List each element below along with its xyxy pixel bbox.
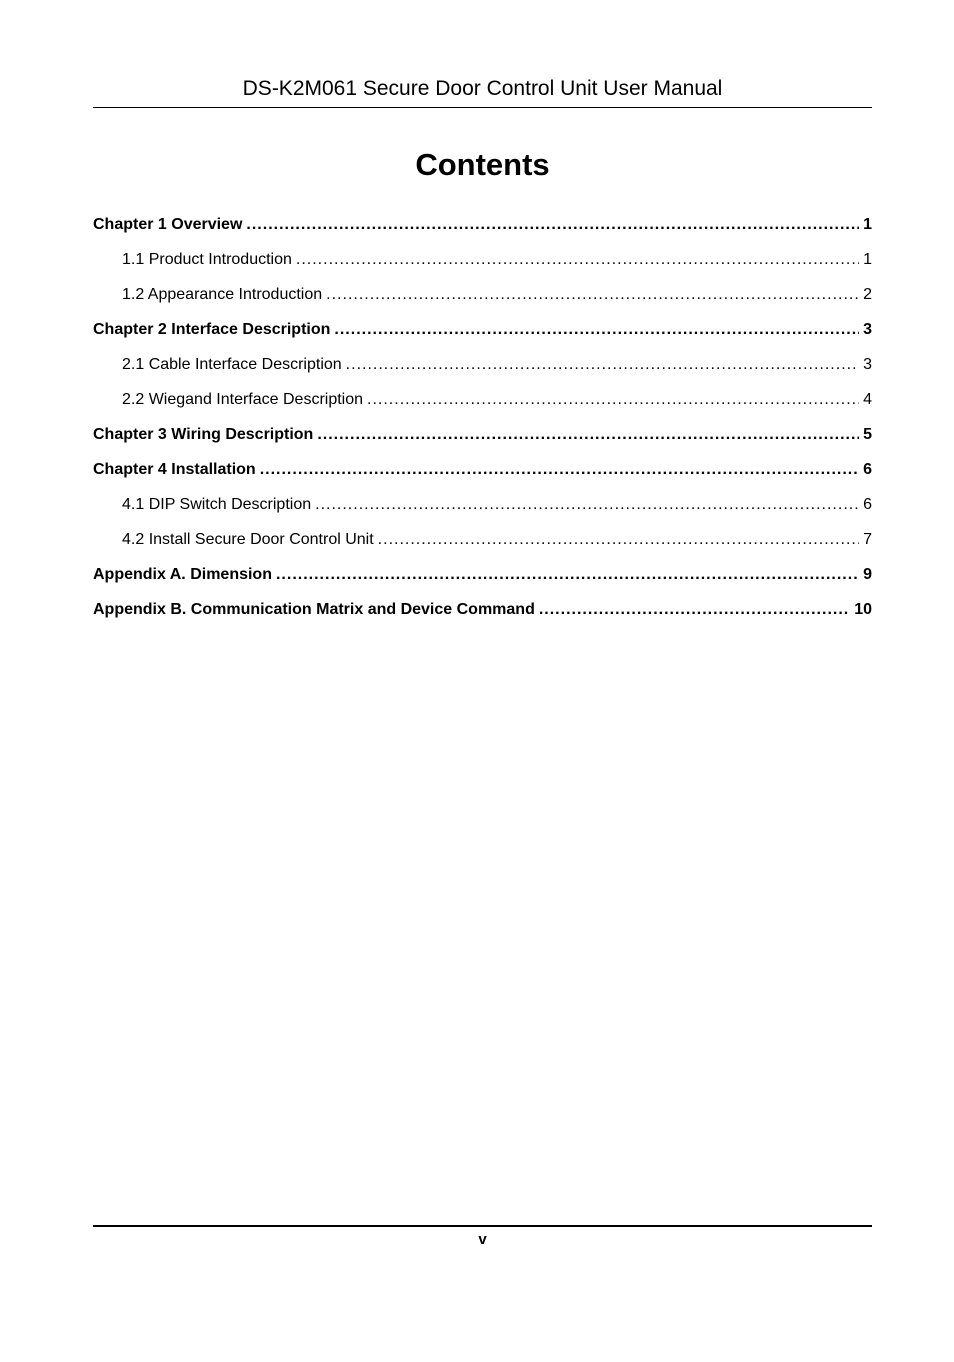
toc-entry-page: 10 <box>854 601 872 618</box>
toc-entry-page: 6 <box>863 461 872 478</box>
toc-entry-label: Chapter 4 Installation <box>93 461 256 478</box>
toc-entry-label: Chapter 1 Overview <box>93 216 243 233</box>
toc-dot-leader <box>315 487 859 522</box>
toc-entry-page: 1 <box>863 251 872 268</box>
table-of-contents <box>93 207 872 627</box>
toc-entry-2-2[interactable] <box>93 382 872 417</box>
toc-entry-label: Chapter 2 Interface Description <box>93 321 331 338</box>
toc-entry-page: 3 <box>863 356 872 373</box>
toc-dot-leader <box>378 522 859 557</box>
toc-entry-page: 3 <box>863 321 872 338</box>
toc-dot-leader <box>334 312 859 347</box>
page-header <box>93 74 872 108</box>
toc-dot-leader <box>317 417 859 452</box>
toc-entry-appendix-a[interactable] <box>93 557 872 592</box>
toc-dot-leader <box>246 207 859 242</box>
contents-title: Contents <box>415 147 550 182</box>
toc-entry-page: 4 <box>863 391 872 408</box>
toc-entry-label: 4.1 DIP Switch Description <box>122 496 312 513</box>
toc-entry-label: Appendix A. Dimension <box>93 566 272 583</box>
toc-dot-leader <box>346 347 859 382</box>
toc-dot-leader <box>539 592 850 627</box>
toc-entry-2-1[interactable] <box>93 347 872 382</box>
toc-entry-page: 2 <box>863 286 872 303</box>
toc-dot-leader <box>296 242 859 277</box>
toc-entry-label: 1.1 Product Introduction <box>122 251 292 268</box>
toc-entry-label: 2.1 Cable Interface Description <box>122 356 342 373</box>
manual-title: DS-K2M061 Secure Door Control Unit User Manual <box>242 77 723 100</box>
toc-entry-1-2[interactable] <box>93 277 872 312</box>
toc-entry-page: 5 <box>863 426 872 443</box>
toc-entry-appendix-b[interactable] <box>93 592 872 627</box>
toc-dot-leader <box>260 452 859 487</box>
toc-entry-label: Chapter 3 Wiring Description <box>93 426 314 443</box>
toc-entry-4-2[interactable] <box>93 522 872 557</box>
toc-dot-leader <box>326 277 859 312</box>
toc-entry-chapter-1[interactable] <box>93 207 872 242</box>
page-footer <box>93 1225 872 1253</box>
toc-entry-page: 1 <box>863 216 872 233</box>
toc-entry-label: 1.2 Appearance Introduction <box>122 286 323 303</box>
toc-entry-chapter-4[interactable] <box>93 452 872 487</box>
toc-entry-label: 2.2 Wiegand Interface Description <box>122 391 364 408</box>
toc-entry-chapter-2[interactable] <box>93 312 872 347</box>
toc-entry-page: 6 <box>863 496 872 513</box>
toc-dot-leader <box>276 557 859 592</box>
toc-entry-4-1[interactable] <box>93 487 872 522</box>
toc-entry-chapter-3[interactable] <box>93 417 872 452</box>
toc-entry-page: 9 <box>863 566 872 583</box>
toc-entry-1-1[interactable] <box>93 242 872 277</box>
toc-entry-page: 7 <box>863 531 872 548</box>
toc-entry-label: Appendix B. Communication Matrix and Device Command <box>93 601 535 618</box>
toc-entry-label: 4.2 Install Secure Door Control Unit <box>122 531 374 548</box>
toc-dot-leader <box>367 382 859 417</box>
page-number: v <box>478 1231 487 1248</box>
